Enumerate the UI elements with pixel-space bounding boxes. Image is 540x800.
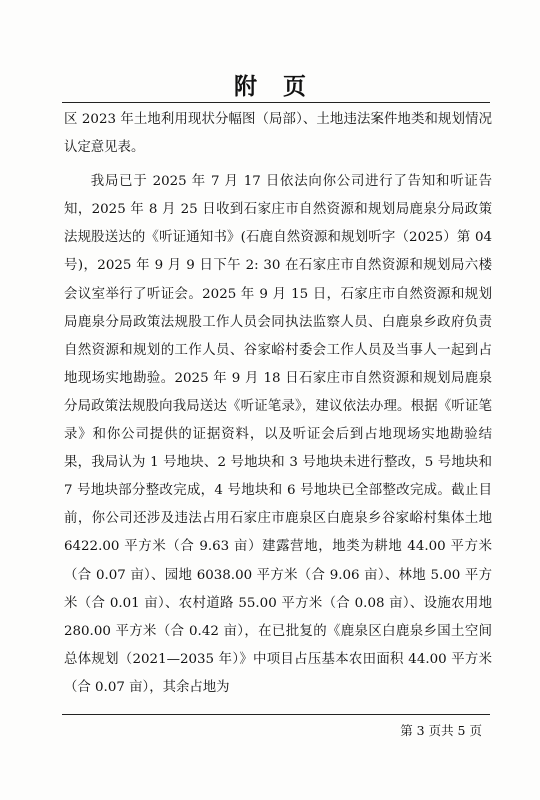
paragraph-main: 我局已于 2025 年 7 月 17 日依法向你公司进行了告知和听证告知，2025 年 8 月 25 日收到石家庄市自然资源和规划局鹿泉分局政策法规股送达的《听证通知书》(石鹿自然资源和规划听字（2025）第 04 号)，2025 年 9 月 9 日下午 2: 30 在石家庄市自然资源和规划局六楼会议室举行了听证会。2025 年 9 月 15 日，石家庄市自然资源和规划局鹿泉分局政策法规股工作人员会同执法监察人员、白鹿泉乡政府负责自然资源和规划的工作人员、谷家峪村委会工作人员及当事人一起到占地现场实地勘验。2025 年 9 月 18 日石家庄市自然资源和规划局鹿泉分局政策法规股向我局送达《听证笔录》，建议依法办理。根据《听证笔录》和你公司提供的证据资料，以及听证会后到占地现场实地勘验结果，我局认为 1 号地块、2 号地块和 3 号地块未进行整改，5 号地块和 7 号地块部分整改完成，4 号地块和 6 号地块已全部整改完成。截止目前，你公司还涉及违法占用石家庄市鹿泉区白鹿泉乡谷家峪村集体土地 6422.00 平方米（合 9.63 亩）建露营地，地类为耕地 44.00 平方米（合 0.07 亩）、园地 6038.00 平方米（合 9.06 亩）、林地 5.00 平方米（合 0.01 亩）、农村道路 55.00 平方米（合 0.08 亩）、设施农用地 280.00 平方米（合 0.42 亩），在已批复的《鹿泉区白鹿泉乡国土空间总体规划（2021—2035 年）》中项目占压基本农田面积 44.00 平方米（合 0.07 亩），其余占地为 <box>64 174 492 695</box>
page-title: 附页 <box>234 73 332 100</box>
body-text <box>64 106 492 702</box>
footer-rule <box>62 714 490 715</box>
page-number: 第 3 页共 5 页 <box>400 723 482 738</box>
paragraph-continuation: 区 2023 年土地利用现状分幅图（局部）、土地违法案件地类和规划情况认定意见表。 <box>64 112 492 156</box>
header-rule <box>62 102 490 103</box>
